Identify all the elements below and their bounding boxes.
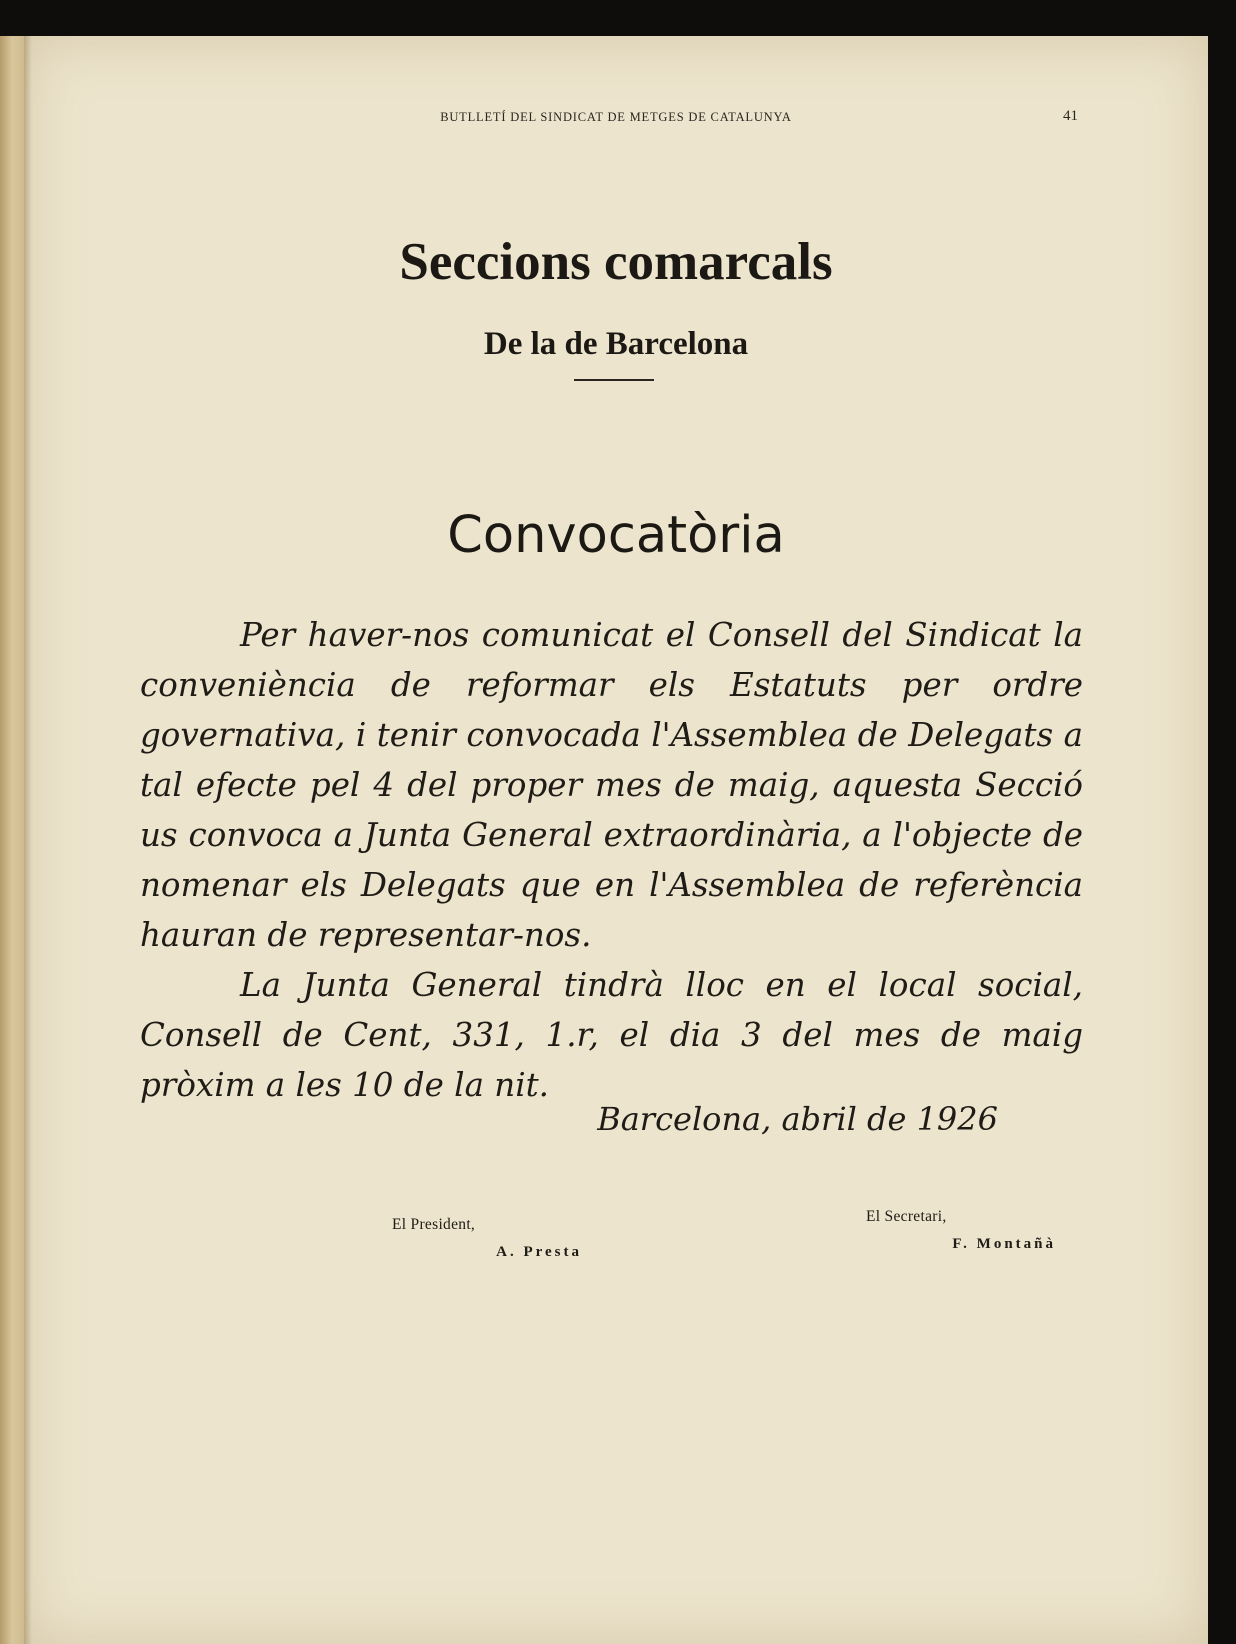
secretary-role: El Secretari, (866, 1208, 947, 1225)
page-number: 41 (1063, 108, 1078, 124)
document-page (24, 36, 1208, 1644)
body-text (140, 610, 1083, 1110)
body-paragraph: Per haver-nos comunicat el Consell del Sindicat la conveniència de reformar els Estatuts per ordre governativa, i tenir convocada l'Assemblea de Delegats a tal efecte pel 4 del proper mes de maig, aquesta Secció us convoca a Junta General extraordinària, a l'objecte de nomenar els Delegats que en l'Assemblea de referència hauran de representar-nos. (140, 616, 1083, 954)
place-date: Barcelona, abril de 1926 (597, 1100, 998, 1138)
president-signature-block (372, 1216, 592, 1261)
section-heading: Convocatòria (447, 506, 785, 565)
president-role: El President, (392, 1216, 476, 1233)
article-subtitle: De la de Barcelona (483, 326, 749, 362)
title-divider (574, 379, 654, 381)
article-title: Seccions comarcals (399, 233, 833, 291)
running-head: BUTLLETÍ DEL SINDICAT DE METGES DE CATALUNYA (440, 110, 792, 124)
secretary-signature-block (846, 1208, 1066, 1253)
president-name: A. Presta (496, 1244, 582, 1260)
secretary-name: F. Montañà (952, 1236, 1056, 1252)
body-paragraph: La Junta General tindrà lloc en el local social, Consell de Cent, 331, 1.r, el dia 3 del mes de maig pròxim a les 10 de la nit. (140, 966, 1083, 1104)
